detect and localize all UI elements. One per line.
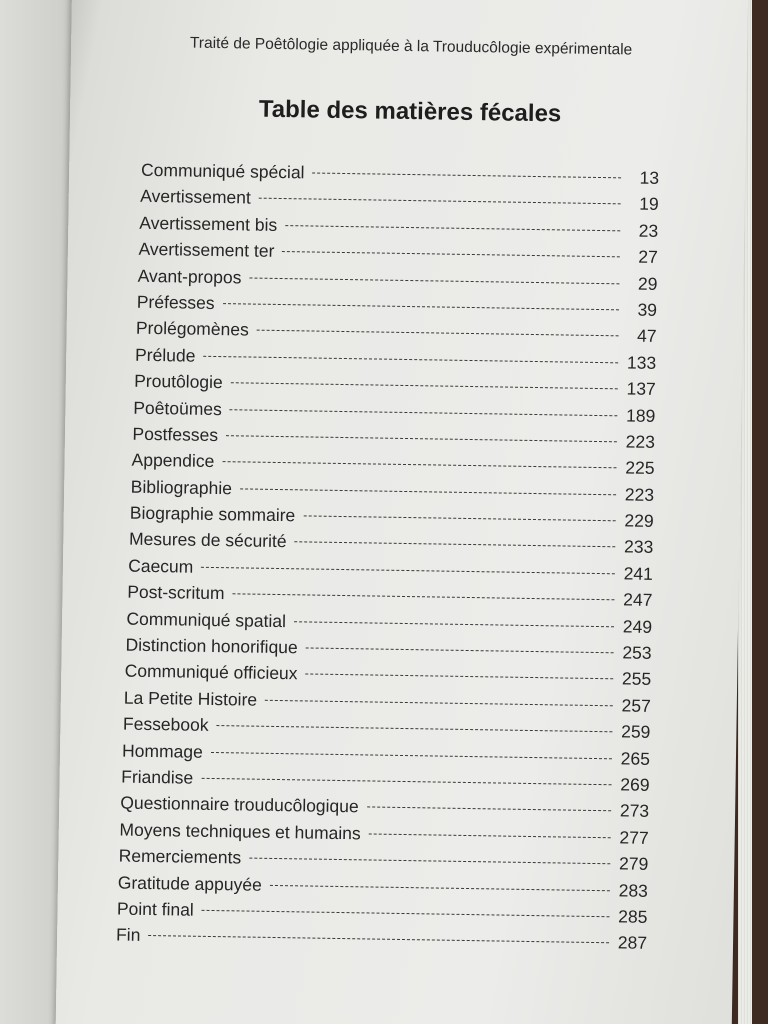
toc-entry-page-number: 233 [623,536,654,558]
table-of-contents [117,160,659,960]
toc-entry-label: Post-scritum [127,581,225,604]
toc-entry-label: Questionnaire trouducôlogique [120,792,359,817]
toc-entry-page-number: 287 [617,932,648,954]
toc-dot-leader [313,171,622,178]
toc-entry-label: Préfesses [136,291,215,313]
toc-entry-page-number: 223 [625,431,656,452]
toc-dot-leader [226,434,617,442]
toc-entry-page-number: 27 [638,246,658,268]
toc-dot-leader [257,329,619,337]
book-page [56,0,748,1024]
toc-entry-page-number: 273 [619,800,650,822]
toc-entry-label: Avertissement ter [138,238,275,262]
toc-entry-label: Distinction honorifique [125,634,298,658]
toc-entry-page-number: 225 [625,457,655,479]
toc-entry-label: Communiqué spécial [140,159,305,183]
toc-dot-leader [282,250,620,257]
toc-entry-page-number: 13 [639,167,660,188]
toc-entry-label: Communiqué spatial [126,608,287,631]
toc-entry-label: Communiqué officieux [124,661,298,684]
toc-dot-leader [230,408,618,416]
toc-entry-page-number: 283 [618,879,649,901]
toc-entry-label: Bibliographie [130,476,233,498]
toc-entry-label: Mesures de sécurité [128,529,287,552]
toc-title: Table des matières fécales [258,95,562,128]
toc-dot-leader [222,460,616,468]
toc-entry-page-number: 265 [620,748,651,769]
toc-entry-label: Remerciements [118,845,242,868]
toc-entry-page-number: 133 [626,352,657,373]
toc-dot-leader [367,806,611,812]
toc-entry-label: Avertissement [140,186,251,208]
toc-entry-label: La Petite Histoire [123,687,258,710]
toc-entry-label: Point final [116,898,194,920]
toc-entry-label: Proutôlogie [134,370,223,393]
toc-entry-label: Hommage [121,740,203,762]
toc-entry-label: Poêtoümes [133,397,223,419]
toc-entry-page-number: 19 [639,194,659,215]
toc-entry-page-number: 47 [636,325,657,347]
toc-entry-page-number: 285 [618,906,648,927]
toc-entry-page-number: 247 [623,589,653,611]
toc-dot-leader [231,381,618,389]
toc-entry-label: Biographie sommaire [129,502,296,526]
toc-entry-label: Prolégomènes [135,318,249,340]
toc-dot-leader [369,832,611,838]
toc-entry-page-number: 257 [621,695,651,716]
toc-dot-leader [201,566,615,574]
toc-entry-label: Gratitude appuyée [117,872,262,895]
toc-dot-leader [259,197,621,205]
toc-entry-label: Moyens techniques et humains [119,819,361,844]
toc-dot-leader [249,857,610,865]
toc-dot-leader [265,699,613,706]
toc-entry-label: Fin [115,924,141,946]
toc-dot-leader [270,883,610,890]
toc-entry-label: Avertissement bis [139,212,278,235]
toc-entry-page-number: 277 [619,827,649,848]
toc-dot-leader [202,909,610,917]
toc-entry-page-number: 137 [626,378,656,400]
toc-dot-leader [285,224,620,231]
toc-entry-page-number: 39 [637,299,658,320]
toc-dot-leader [211,751,612,759]
toc-entry-label: Postfesses [132,423,219,445]
toc-entry-page-number: 241 [623,563,654,584]
toc-entry-label: Friandise [121,766,194,788]
toc-entry-page-number: 29 [637,273,658,294]
toc-entry-label: Avant-propos [137,265,242,287]
toc-dot-leader [223,302,619,310]
toc-dot-leader [233,593,615,601]
toc-dot-leader [249,276,619,284]
toc-dot-leader [201,777,611,785]
toc-entry-page-number: 223 [624,484,655,505]
toc-entry-page-number: 269 [620,774,650,795]
toc-entry-label: Prélude [134,344,196,366]
toc-entry-page-number: 253 [622,642,652,663]
toc-entry-label: Appendice [131,449,215,472]
toc-entry-label: Fessebook [122,713,209,736]
toc-entry-page-number: 229 [624,510,654,531]
toc-dot-leader [240,487,616,495]
toc-entry-page-number: 279 [618,853,649,875]
toc-entry-page-number: 189 [625,404,656,426]
toc-dot-leader [294,620,614,627]
toc-entry-label: Caecum [128,555,194,577]
toc-entry-page-number: 23 [638,220,659,241]
toc-dot-leader [295,541,616,548]
toc-entry-page-number: 249 [622,616,653,637]
running-head: Traité de Poêtôlogie appliquée à la Trouducôlogie expérimentale [189,34,633,59]
toc-entry-page-number: 255 [621,668,652,690]
toc-dot-leader [306,646,614,653]
toc-dot-leader [217,724,613,732]
toc-dot-leader [305,673,613,680]
toc-entry-page-number: 259 [621,721,651,743]
toc-dot-leader [148,934,609,943]
toc-dot-leader [203,355,618,364]
toc-dot-leader [303,514,615,521]
